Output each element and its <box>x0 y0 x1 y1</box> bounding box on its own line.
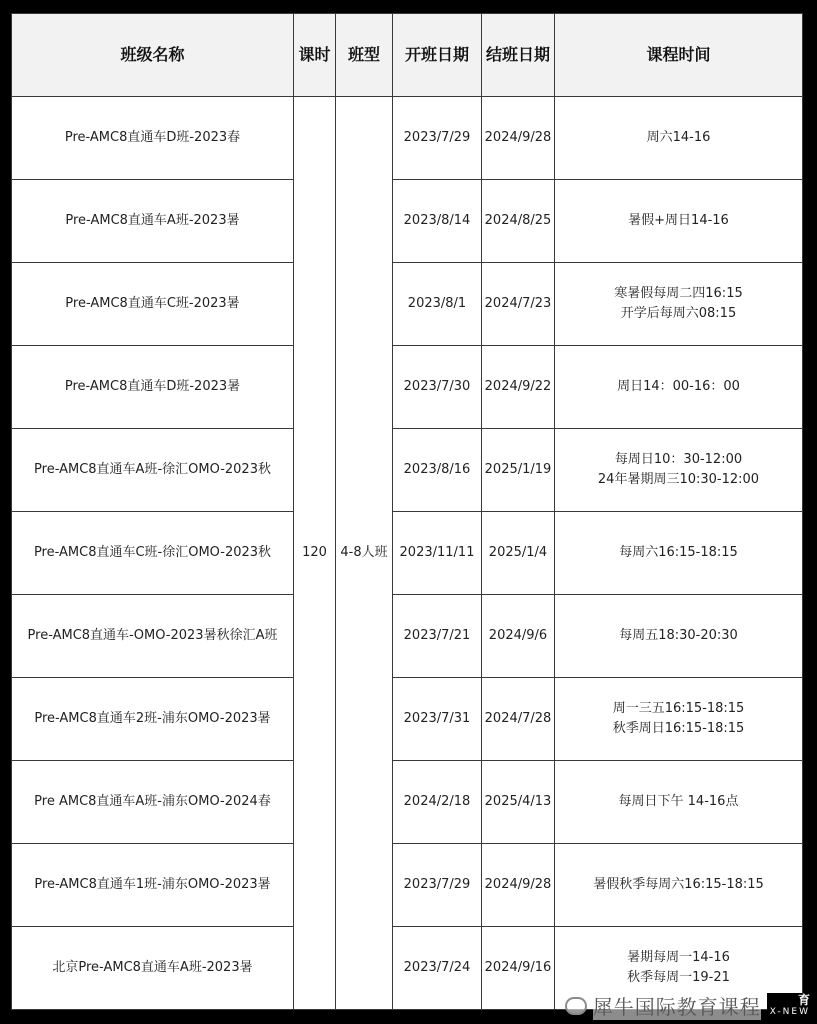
end-date-cell: 2024/9/22 <box>482 346 555 429</box>
table-row <box>12 429 803 512</box>
schedule-line: 每周五18:30-20:30 <box>619 628 738 643</box>
class-name-cell: Pre-AMC8直通车C班-2023暑 <box>12 263 294 346</box>
start-date-cell: 2023/11/11 <box>393 512 482 595</box>
watermark-text: 犀牛国际教育课程 <box>593 991 761 1020</box>
schedule-cell <box>555 97 803 180</box>
class-name-cell: Pre-AMC8直通车D班-2023春 <box>12 97 294 180</box>
start-date-cell: 2023/8/16 <box>393 429 482 512</box>
schedule-line: 秋季每周一19-21 <box>627 970 730 985</box>
end-date-cell: 2024/7/23 <box>482 263 555 346</box>
table-row <box>12 761 803 844</box>
schedule-cell <box>555 844 803 927</box>
schedule-line: 开学后每周六08:15 <box>620 306 737 321</box>
table-row <box>12 180 803 263</box>
start-date-cell: 2023/8/1 <box>393 263 482 346</box>
wechat-icon <box>565 997 587 1015</box>
class-type-cell: 4-8人班 <box>336 97 393 1010</box>
header-class-type: 班型 <box>336 14 393 97</box>
class-name-cell: Pre-AMC8直通车A班-2023暑 <box>12 180 294 263</box>
schedule-cell <box>555 595 803 678</box>
end-date-cell: 2024/8/25 <box>482 180 555 263</box>
table-row <box>12 263 803 346</box>
schedule-line: 暑假+周日14-16 <box>628 213 729 228</box>
start-date-cell: 2023/7/29 <box>393 97 482 180</box>
table-row <box>12 678 803 761</box>
end-date-cell: 2024/9/6 <box>482 595 555 678</box>
schedule-cell <box>555 678 803 761</box>
header-schedule: 课程时间 <box>555 14 803 97</box>
schedule-line: 暑期每周一14-16 <box>627 950 730 965</box>
class-name-cell: 北京Pre-AMC8直通车A班-2023暑 <box>12 927 294 1010</box>
class-name-cell: Pre-AMC8直通车C班-徐汇OMO-2023秋 <box>12 512 294 595</box>
table-row <box>12 595 803 678</box>
class-schedule-table <box>11 13 803 1010</box>
brand-logo: 育 X-NEW <box>767 993 813 1018</box>
hours-cell: 120 <box>294 97 336 1010</box>
start-date-cell: 2023/7/30 <box>393 346 482 429</box>
class-name-cell: Pre-AMC8直通车D班-2023暑 <box>12 346 294 429</box>
schedule-line: 暑假秋季每周六16:15-18:15 <box>593 877 764 892</box>
header-class-name: 班级名称 <box>12 14 294 97</box>
class-name-cell: Pre-AMC8直通车2班-浦东OMO-2023暑 <box>12 678 294 761</box>
end-date-cell: 2025/1/4 <box>482 512 555 595</box>
end-date-cell: 2024/9/16 <box>482 927 555 1010</box>
table-row <box>12 346 803 429</box>
header-hours: 课时 <box>294 14 336 97</box>
schedule-cell <box>555 761 803 844</box>
schedule-line: 周六14-16 <box>646 130 711 145</box>
schedule-line: 每周日10：30-12:00 <box>614 452 743 467</box>
end-date-cell: 2025/1/19 <box>482 429 555 512</box>
schedule-line: 周日14：00-16：00 <box>617 379 740 394</box>
end-date-cell: 2024/9/28 <box>482 844 555 927</box>
schedule-line: 寒暑假每周二四16:15 <box>614 286 743 301</box>
end-date-cell: 2025/4/13 <box>482 761 555 844</box>
table-row <box>12 844 803 927</box>
header-row <box>12 14 803 97</box>
schedule-line: 周一三五16:15-18:15 <box>612 701 745 716</box>
class-name-cell: Pre-AMC8直通车A班-徐汇OMO-2023秋 <box>12 429 294 512</box>
header-end-date: 结班日期 <box>482 14 555 97</box>
schedule-cell <box>555 346 803 429</box>
end-date-cell: 2024/9/28 <box>482 97 555 180</box>
class-name-cell: Pre-AMC8直通车-OMO-2023暑秋徐汇A班 <box>12 595 294 678</box>
schedule-line: 每周日下午 14-16点 <box>618 794 739 809</box>
class-name-cell: Pre AMC8直通车A班-浦东OMO-2024春 <box>12 761 294 844</box>
schedule-line: 24年暑期周三10:30-12:00 <box>597 472 760 487</box>
start-date-cell: 2023/7/21 <box>393 595 482 678</box>
start-date-cell: 2024/2/18 <box>393 761 482 844</box>
start-date-cell: 2023/7/24 <box>393 927 482 1010</box>
start-date-cell: 2023/7/29 <box>393 844 482 927</box>
start-date-cell: 2023/8/14 <box>393 180 482 263</box>
schedule-cell <box>555 263 803 346</box>
watermark <box>565 991 813 1020</box>
schedule-line: 每周六16:15-18:15 <box>619 545 738 560</box>
end-date-cell: 2024/7/28 <box>482 678 555 761</box>
table-row <box>12 97 803 180</box>
start-date-cell: 2023/7/31 <box>393 678 482 761</box>
class-name-cell: Pre-AMC8直通车1班-浦东OMO-2023暑 <box>12 844 294 927</box>
schedule-cell <box>555 512 803 595</box>
schedule-cell <box>555 429 803 512</box>
table-row <box>12 512 803 595</box>
schedule-line: 秋季周日16:15-18:15 <box>612 721 745 736</box>
header-start-date: 开班日期 <box>393 14 482 97</box>
schedule-cell <box>555 180 803 263</box>
